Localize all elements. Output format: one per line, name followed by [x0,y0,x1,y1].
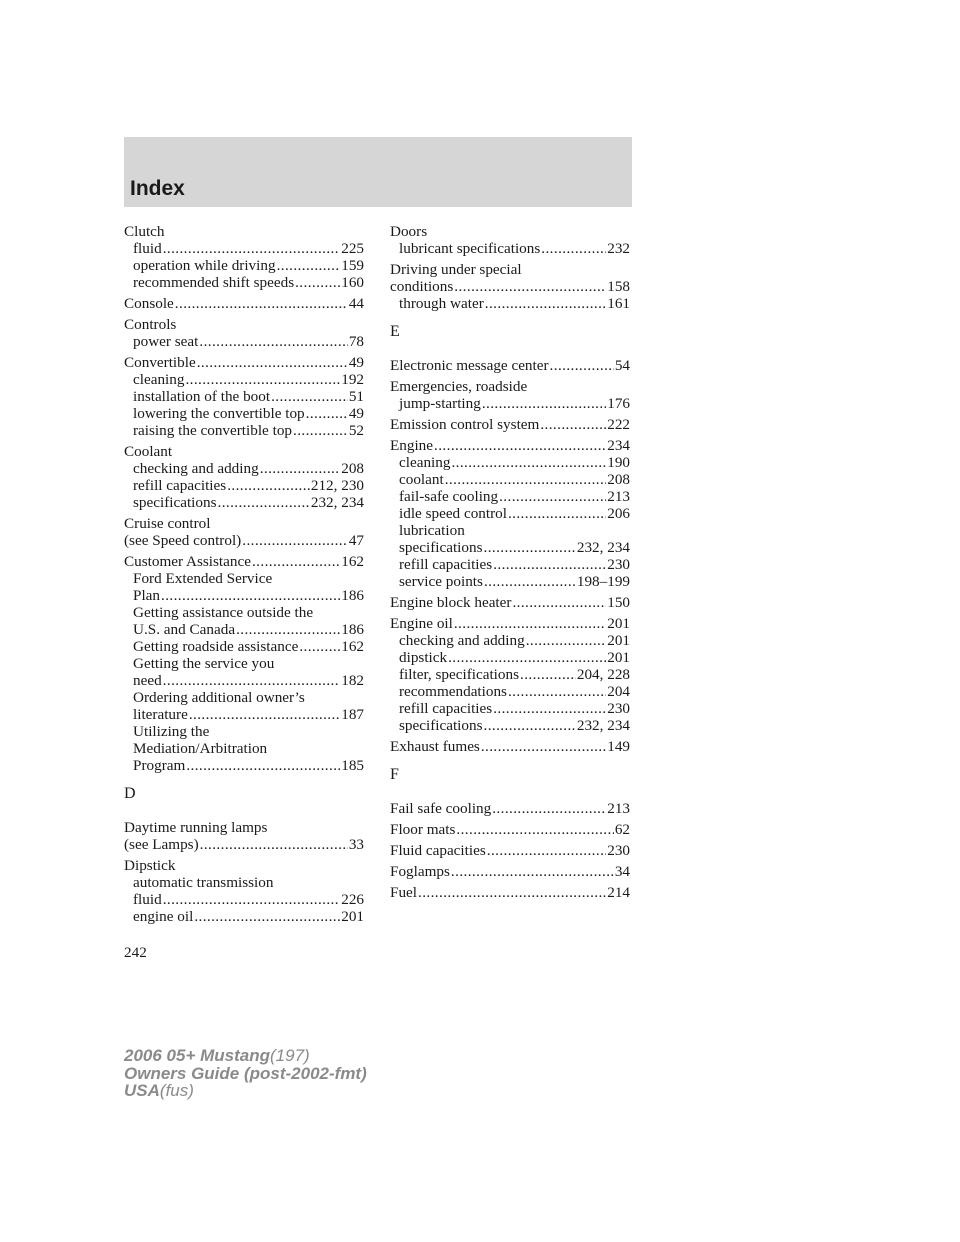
index-entry[interactable]: Emission control system ..... 222 [390,416,630,433]
index-heading: Cruise control [124,515,211,532]
index-entry[interactable]: service points ..... 198–199 [390,573,630,590]
index-entry[interactable]: (see Lamps) ..... 33 [124,836,364,853]
footer-line-3: USA(fus) [124,1081,194,1100]
index-entry[interactable]: specifications ..... 232, 234 [390,717,630,734]
index-entry[interactable]: Fail safe cooling ..... 213 [390,800,630,817]
index-subheading: Utilizing the [133,723,210,740]
index-entry[interactable]: through water ..... 161 [390,295,630,312]
index-heading: Coolant [124,443,173,460]
index-entry[interactable]: conditions ..... 158 [390,278,630,295]
index-heading: Daytime running lamps [124,819,268,836]
index-entry[interactable]: Fuel ..... 214 [390,884,630,901]
page-number: 242 [124,944,147,961]
index-entry[interactable]: specifications ..... 232, 234 [124,494,364,511]
index-entry[interactable]: specifications ..... 232, 234 [390,539,630,556]
index-entry[interactable]: raising the convertible top ..... 52 [124,422,364,439]
index-heading: Emergencies, roadside [390,378,528,395]
index-entry[interactable]: recommendations ..... 204 [390,683,630,700]
index-entry[interactable]: fail-safe cooling ..... 213 [390,488,630,505]
index-subheading: Ordering additional owner’s [133,689,305,706]
index-entry[interactable]: checking and adding ..... 201 [390,632,630,649]
index-entry[interactable]: Convertible ..... 49 [124,354,364,371]
index-heading: Clutch [124,223,165,240]
index-entry[interactable]: filter, specifications ..... 204, 228 [390,666,630,683]
footer-line-1: 2006 05+ Mustang(197) [124,1046,310,1065]
page-title: Index [130,177,185,200]
index-entry[interactable]: Plan ..... 186 [124,587,364,604]
index-subheading: automatic transmission [133,874,274,891]
index-entry[interactable]: coolant ..... 208 [390,471,630,488]
index-entry[interactable]: lubricant specifications ..... 232 [390,240,630,257]
index-heading: Controls [124,316,177,333]
index-entry[interactable]: Engine block heater ..... 150 [390,594,630,611]
index-entry[interactable]: checking and adding ..... 208 [124,460,364,477]
index-entry[interactable]: power seat ..... 78 [124,333,364,350]
index-entry[interactable]: installation of the boot ..... 51 [124,388,364,405]
index-entry[interactable]: literature ..... 187 [124,706,364,723]
index-entry[interactable]: Program ..... 185 [124,757,364,774]
document-footer [124,1047,367,1100]
index-entry[interactable]: U.S. and Canada ..... 186 [124,621,364,638]
index-subheading: Ford Extended Service [133,570,273,587]
index-entry[interactable]: Customer Assistance ..... 162 [124,553,364,570]
index-entry[interactable]: fluid ..... 226 [124,891,364,908]
index-entry[interactable]: fluid ..... 225 [124,240,364,257]
index-entry[interactable]: idle speed control ..... 206 [390,505,630,522]
index-entry[interactable]: Getting roadside assistance ..... 162 [124,638,364,655]
index-heading: Doors [390,223,428,240]
index-entry[interactable]: refill capacities ..... 230 [390,556,630,573]
index-entry[interactable]: recommended shift speeds ..... 160 [124,274,364,291]
index-column-left [124,223,364,925]
index-subheading: Getting the service you [133,655,275,672]
index-entry[interactable]: Engine ..... 234 [390,437,630,454]
index-entry[interactable]: (see Speed control) ..... 47 [124,532,364,549]
index-entry[interactable]: refill capacities ..... 212, 230 [124,477,364,494]
index-entry[interactable]: Electronic message center ..... 54 [390,357,630,374]
index-entry[interactable]: lowering the convertible top ..... 49 [124,405,364,422]
index-entry[interactable]: Engine oil ..... 201 [390,615,630,632]
index-entry[interactable]: jump-starting ..... 176 [390,395,630,412]
index-entry[interactable]: dipstick ..... 201 [390,649,630,666]
section-letter: F [390,766,399,783]
index-subheading: Mediation/Arbitration [133,740,268,757]
index-column-right [390,223,630,901]
index-entry[interactable]: Fluid capacities ..... 230 [390,842,630,859]
index-entry[interactable]: engine oil ..... 201 [124,908,364,925]
index-heading: Dipstick [124,857,176,874]
index-entry[interactable]: need ..... 182 [124,672,364,689]
index-entry[interactable]: Console ..... 44 [124,295,364,312]
header-band [124,137,632,207]
section-letter: D [124,785,136,802]
index-entry[interactable]: Floor mats ..... 62 [390,821,630,838]
index-entry[interactable]: Foglamps ..... 34 [390,863,630,880]
index-subheading: lubrication [399,522,465,539]
index-entry[interactable]: Exhaust fumes ..... 149 [390,738,630,755]
index-subheading: Getting assistance outside the [133,604,314,621]
footer-line-2: Owners Guide (post-2002-fmt) [124,1063,367,1083]
index-entry[interactable]: cleaning ..... 192 [124,371,364,388]
index-entry[interactable]: cleaning ..... 190 [390,454,630,471]
index-entry[interactable]: refill capacities ..... 230 [390,700,630,717]
section-letter: E [390,323,400,340]
index-heading: Driving under special [390,261,522,278]
index-entry[interactable]: operation while driving ..... 159 [124,257,364,274]
